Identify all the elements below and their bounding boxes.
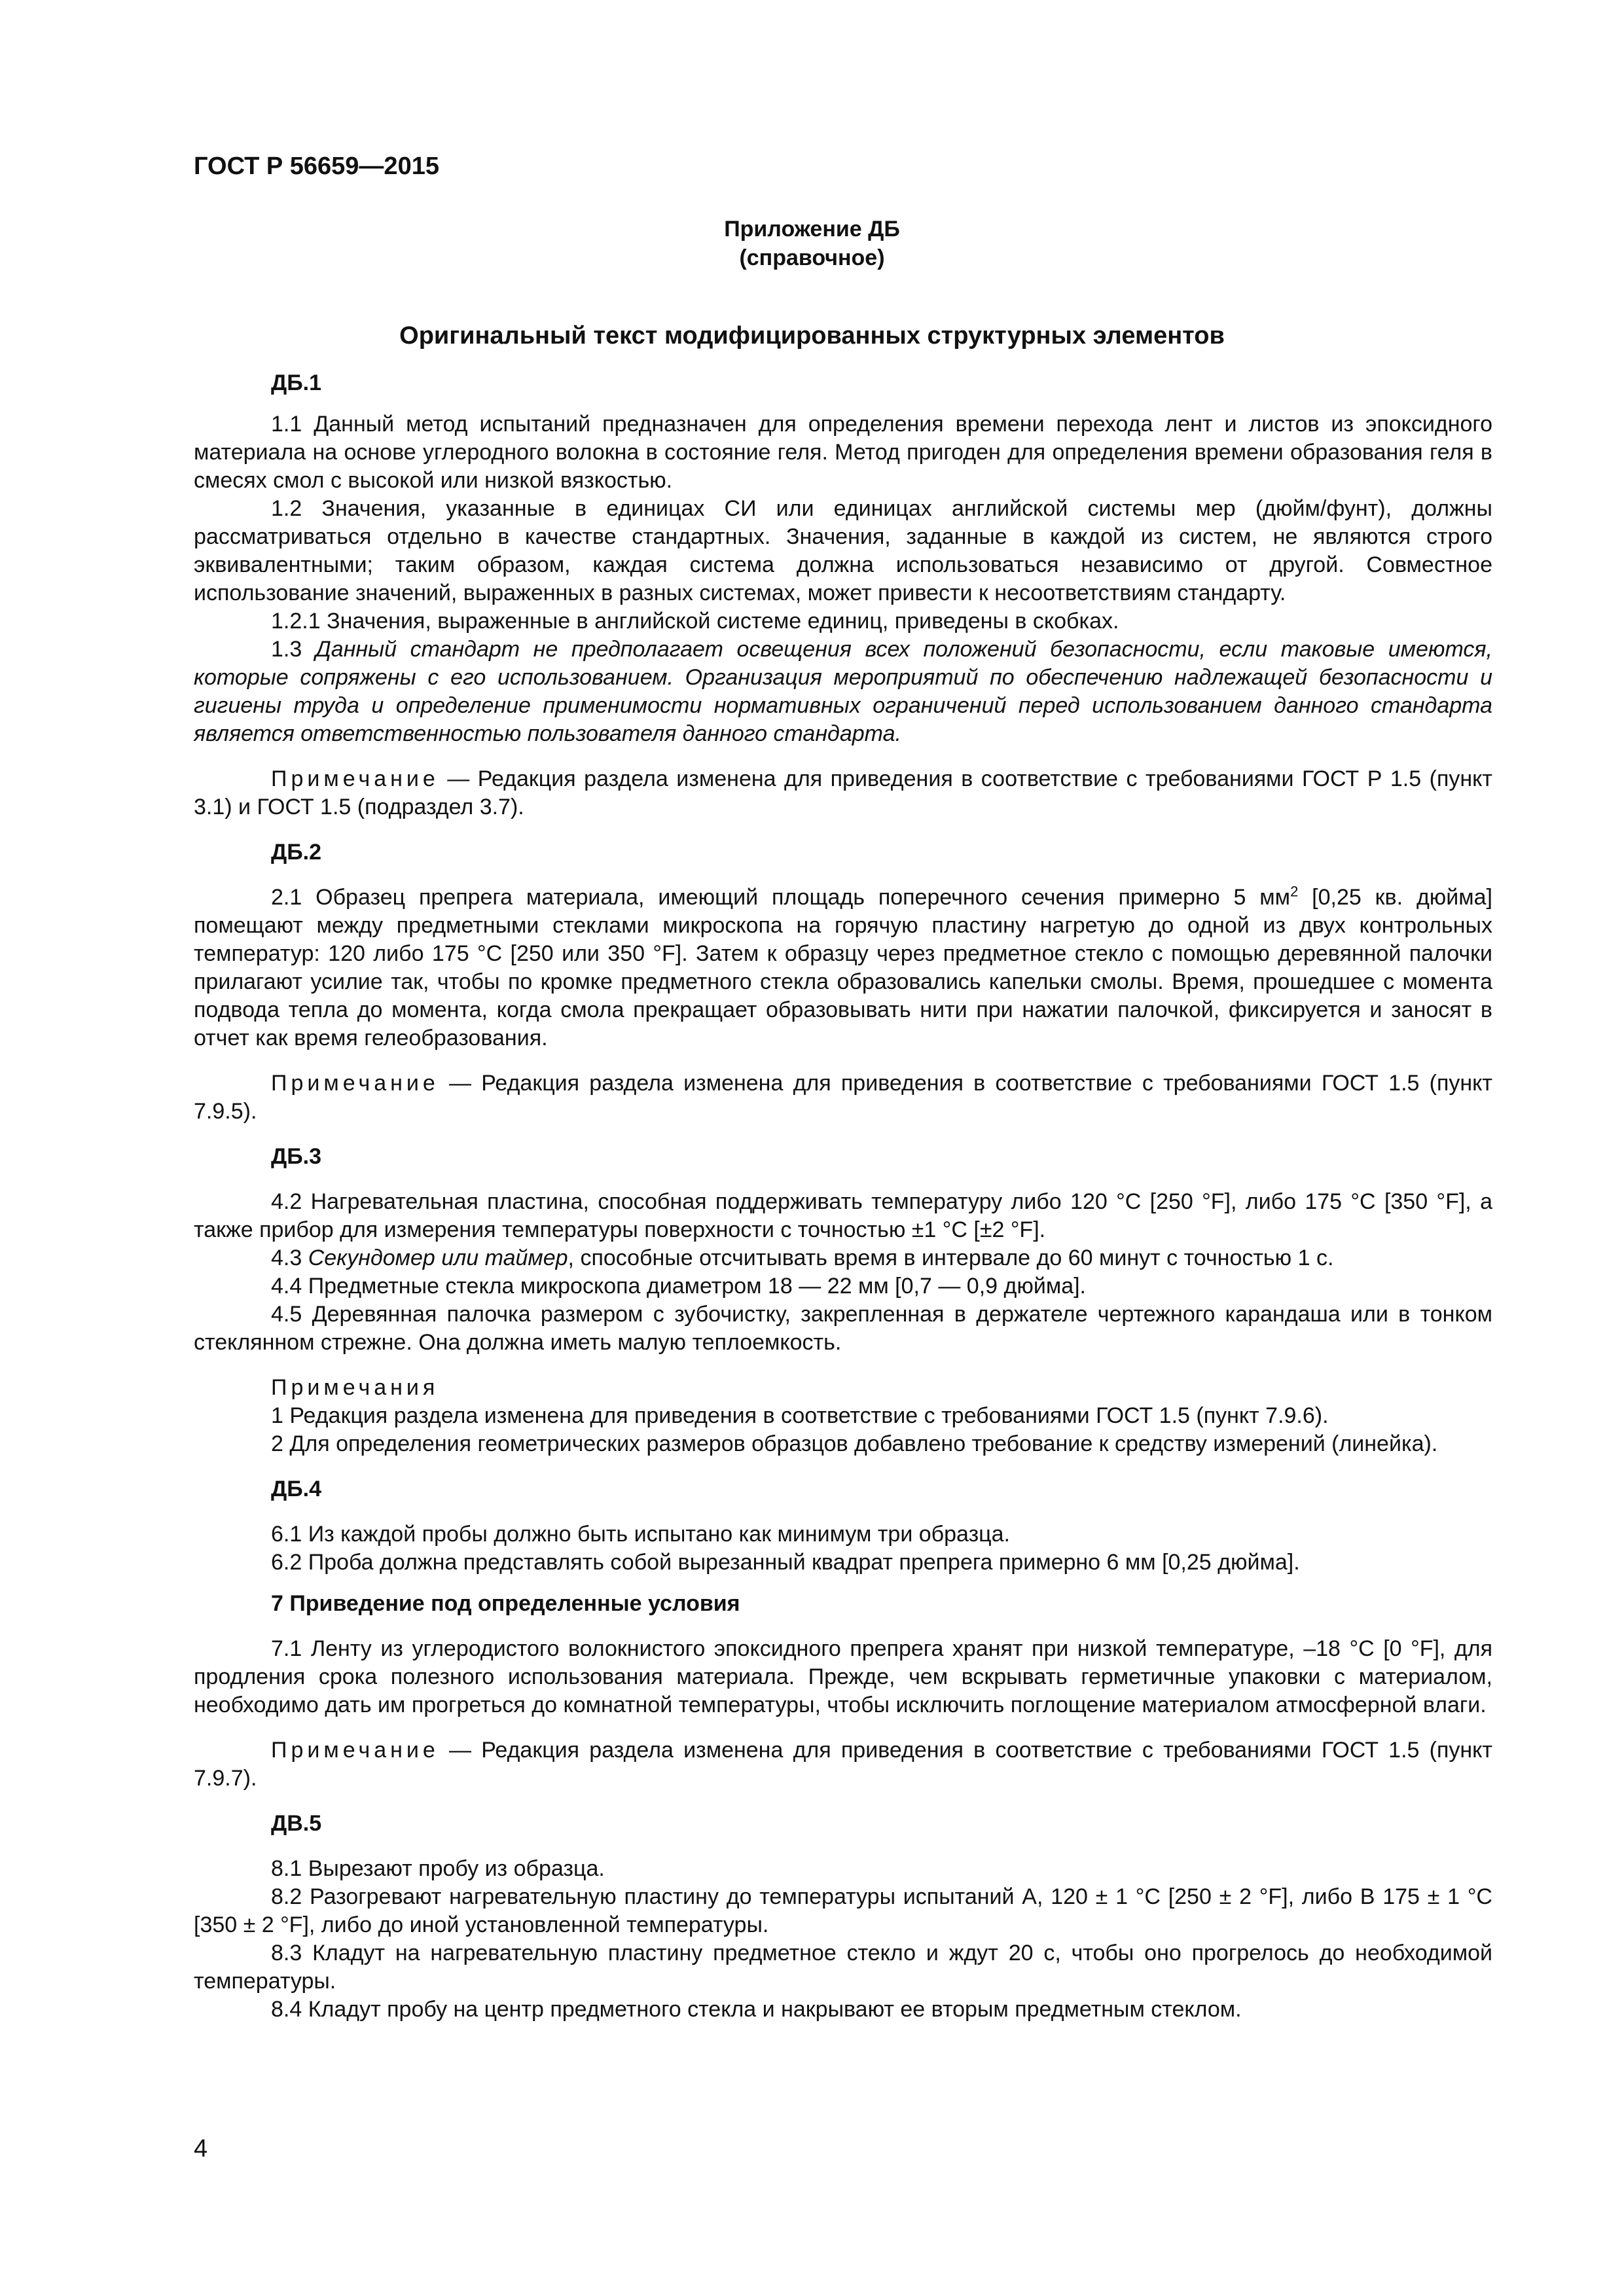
page-number: 4 [194,2135,208,2162]
paragraph-4-3 [194,1244,1492,1272]
section-heading-db1: ДБ.1 [271,370,322,395]
paragraph-7-1: 7.1 Ленту из углеродистого волокнистого эпоксидного препрега хранят при низкой температуре, –18 °С [0 °F], для продления срока полезного использования материала. Прежде, чем вскрывать герметичные упаковки с материалом, необходимо дать им прогреться до комнатной температуры, чтобы исключить поглощение материалом атмосферной влаги. [194,1636,1492,1717]
section-heading-db3: ДБ.3 [271,1144,322,1169]
paragraph-8-2: 8.2 Разогревают нагревательную пластину до температуры испытаний А, 120 ± 1 °С [250 ± 2 °F], либо В 175 ± 1 °С [350 ± 2 °F], либо до иной установленной температуры. [194,1884,1492,1937]
paragraph-4-3-rest: , способные отсчитывать время в интервале до 60 минут с точностью 1 с. [568,1246,1334,1270]
note-label: Примечание [271,1738,439,1763]
note-text: — Редакция раздела изменена для приведения в соответствие с требованиями ГОСТ Р 1.5 (пункт 3.1) и ГОСТ 1.5 (подраздел 3.7). [194,766,1492,819]
note-text: — Редакция раздела изменена для приведения в соответствие с требованиями ГОСТ 1.5 (пункт 7.9.7). [194,1738,1492,1791]
note-2: 2 Для определения геометрических размеров образцов добавлено требование к средству измерений (линейка). [271,1431,1438,1456]
paragraph-6-2: 6.2 Проба должна представлять собой вырезанный квадрат препрега примерно 6 мм [0,25 дюйма]. [271,1550,1300,1575]
appendix-kind: (справочное) [739,245,885,270]
paragraph-8-1: 8.1 Вырезают пробу из образца. [271,1856,605,1881]
section-heading-db2: ДБ.2 [271,840,322,865]
paragraph-4-3-italic: Секундомер или таймер [308,1246,568,1270]
document-title: Оригинальный текст модифицированных структурных элементов [399,322,1225,350]
paragraph-6-1: 6.1 Из каждой пробы должно быть испытано как минимум три образца. [271,1522,1011,1547]
document-body [194,369,1492,2024]
paragraph-2-1 [194,884,1492,1052]
document-id: ГОСТ Р 56659—2015 [194,152,439,180]
paragraph-1-3-number: 1.3 [271,637,316,662]
paragraph-4-4: 4.4 Предметные стекла микроскопа диаметром 18 — 22 мм [0,7 — 0,9 дюйма]. [271,1274,1087,1299]
appendix-title: Приложение ДБ [724,217,900,242]
section-heading-7: 7 Приведение под определенные условия [271,1591,740,1616]
paragraph-4-5: 4.5 Деревянная палочка размером с зубочистку, закрепленная в держателе чертежного карандаша или в тонком стеклянном стрежне. Она должна иметь малую теплоемкость. [194,1302,1492,1355]
paragraph-4-3-number: 4.3 [271,1246,308,1270]
note-text: — Редакция раздела изменена для приведения в соответствие с требованиями ГОСТ 1.5 (пункт 7.9.5). [194,1071,1492,1124]
note-label: Примечание [271,766,439,791]
paragraph-1-2-1: 1.2.1 Значения, выраженные в английской системе единиц, приведены в скобках. [271,609,1119,634]
superscript-2: 2 [1290,883,1299,900]
paragraph-1-1: 1.1 Данный метод испытаний предназначен для определения времени перехода лент и листов из эпоксидного материала на основе углеродного волокна в состояние геля. Метод пригоден для определения времени образования геля в смесях смол с высокой или низкой вязкостью. [194,412,1492,493]
note-1: 1 Редакция раздела изменена для приведения в соответствие с требованиями ГОСТ 1.5 (пункт 7.9.6). [271,1403,1329,1428]
paragraph-2-1-part-b: [0,25 кв. дюйма] помещают между предметными стеклами микроскопа на горячую пластину нагретую до одной из двух контрольных температур: 120 либо 175 °С [250 или 350 °F]. Затем к образцу через предметное стекло с помощью деревянной палочки прилагают усилие так, чтобы по кромке предметного стекла образовались капельки смолы. Время, прошедшее с момента подвода тепла до момента, когда смола прекращает образовывать нити при нажатии палочкой, фиксируется и заносят в отчет как время гелеобразования. [194,885,1493,1050]
note-sec7 [194,1736,1492,1793]
appendix-heading [0,215,1624,272]
note-db2 [194,1069,1492,1126]
paragraph-8-4: 8.4 Кладут пробу на центр предметного стекла и накрывают ее вторым предметным стеклом. [271,1997,1242,2022]
section-heading-db4: ДБ.4 [271,1477,322,1501]
notes-label: Примечания [271,1375,439,1400]
section-heading-db5: ДВ.5 [271,1811,322,1836]
note-label: Примечание [271,1071,439,1096]
paragraph-1-3 [194,636,1492,748]
paragraph-2-1-part-a: 2.1 Образец препрега материала, имеющий площадь поперечного сечения примерно 5 мм [271,885,1291,910]
paragraph-8-3: 8.3 Кладут на нагревательную пластину предметное стекло и ждут 20 с, чтобы оно прогрелось до необходимой температуры. [194,1941,1492,1994]
paragraph-1-2: 1.2 Значения, указанные в единицах СИ или единицах английской системы мер (дюйм/фунт), должны рассматриваться отдельно в качестве стандартных. Значения, заданные в каждой из систем, не являются строго эквивалентными; таким образом, каждая система должна использоваться независимо от другой. Совместное использование значений, выраженных в разных системах, может привести к несоответствиям стандарту. [194,496,1492,605]
note-db1 [194,765,1492,821]
paragraph-1-3-text: Данный стандарт не предполагает освещения всех положений безопасности, если таковые имеются, которые сопряжены с его использованием. Организация мероприятий по обеспечению надлежащей безопасности и гигиены труда и определение применимости нормативных ограничений перед использованием данного стандарта является ответственностью пользователя данного стандарта. [194,637,1493,746]
paragraph-4-2: 4.2 Нагревательная пластина, способная поддерживать температуру либо 120 °С [250 °F], либо 175 °С [350 °F], а также прибор для измерения температуры поверхности с точностью ±1 °С [±2 °F]. [194,1189,1492,1242]
